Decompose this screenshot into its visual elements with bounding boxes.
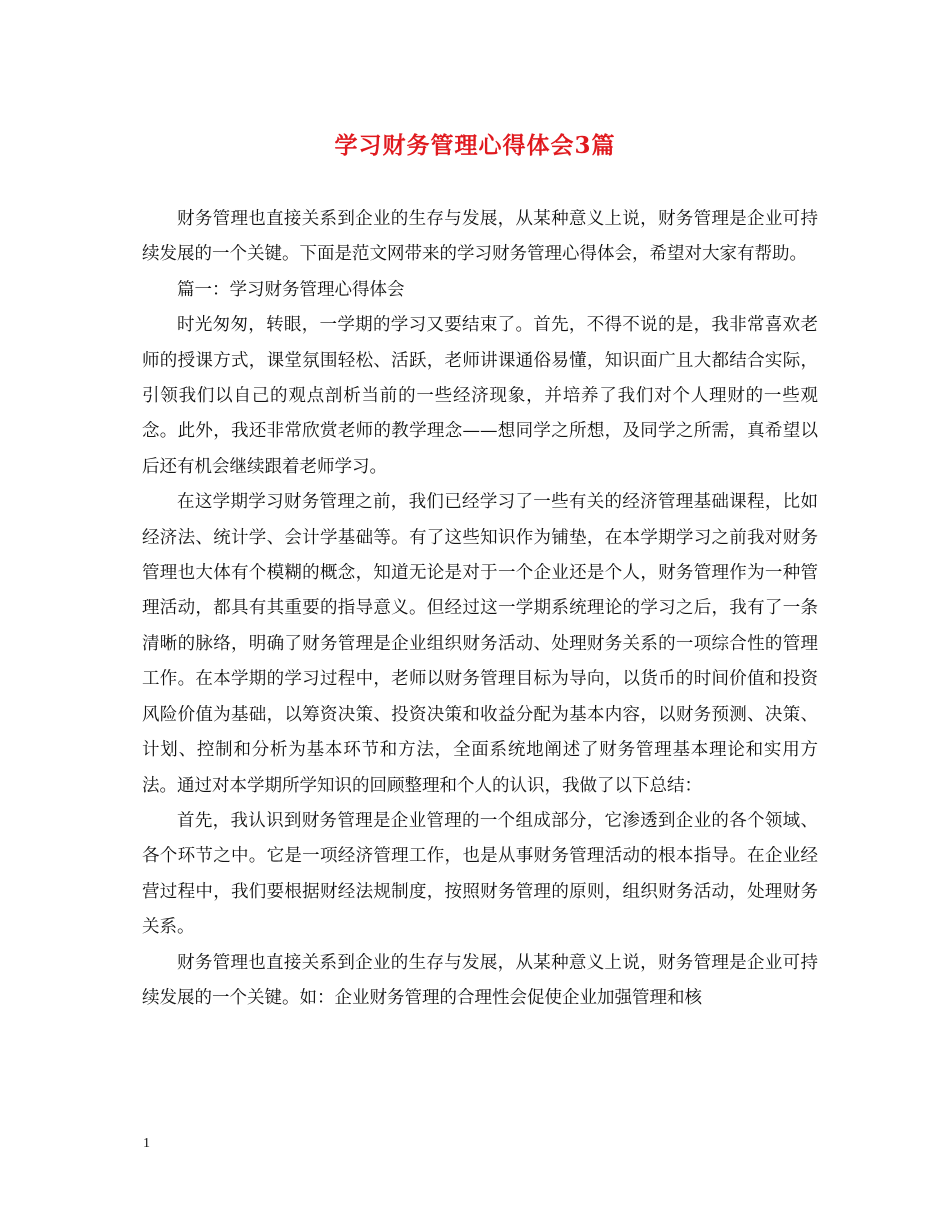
- page-title: 学习财务管理心得体会3篇: [334, 132, 616, 159]
- page-number: 1: [143, 1136, 150, 1151]
- section-heading: 篇一：学习财务管理心得体会: [177, 279, 405, 300]
- paragraph-4: 财务管理也直接关系到企业的生存与发展，从某种意义上说，财务管理是企业可持续发展的一个关键。如：企业财务管理的合理性会促使企业加强管理和核: [142, 952, 818, 1008]
- paragraph-1: 时光匆匆，转眼，一学期的学习又要结束了。首先，不得不说的是，我非常喜欢老师的授课方式，课堂氛围轻松、活跃，老师讲课通俗易懂，知识面广且大都结合实际，引领我们以自己的观点剖析当前的一些经济现象，并培养了我们对个人理财的一些观念。此外，我还非常欣赏老师的教学理念——想同学之所想，及同学之所需，真希望以后还有机会继续跟着老师学习。: [142, 315, 818, 477]
- document-body: [142, 202, 818, 1016]
- paragraph-intro: 财务管理也直接关系到企业的生存与发展，从某种意义上说，财务管理是企业可持续发展的一个关键。下面是范文网带来的学习财务管理心得体会，希望对大家有帮助。: [142, 209, 818, 265]
- paragraph-2: 在这学期学习财务管理之前，我们已经学习了一些有关的经济管理基础课程，比如经济法、统计学、会计学基础等。有了这些知识作为铺垫，在本学期学习之前我对财务管理也大体有个模糊的概念，知道无论是对于一个企业还是个人，财务管理作为一种管理活动，都具有其重要的指导意义。但经过这一学期系统理论的学习之后，我有了一条清晰的脉络，明确了财务管理是企业组织财务活动、处理财务关系的一项综合性的管理工作。在本学期的学习过程中，老师以财务管理目标为导向，以货币的时间价值和投资风险价值为基础，以筹资决策、投资决策和收益分配为基本内容，以财务预测、决策、计划、控制和分析为基本环节和方法，全面系统地阐述了财务管理基本理论和实用方法。通过对本学期所学知识的回顾整理和个人的认识，我做了以下总结：: [142, 492, 818, 796]
- paragraph-3: 首先，我认识到财务管理是企业管理的一个组成部分，它渗透到企业的各个领域、各个环节之中。它是一项经济管理工作，也是从事财务管理活动的根本指导。在企业经营过程中，我们要根据财经法规制度，按照财务管理的原则，组织财务活动，处理财务关系。: [142, 810, 818, 938]
